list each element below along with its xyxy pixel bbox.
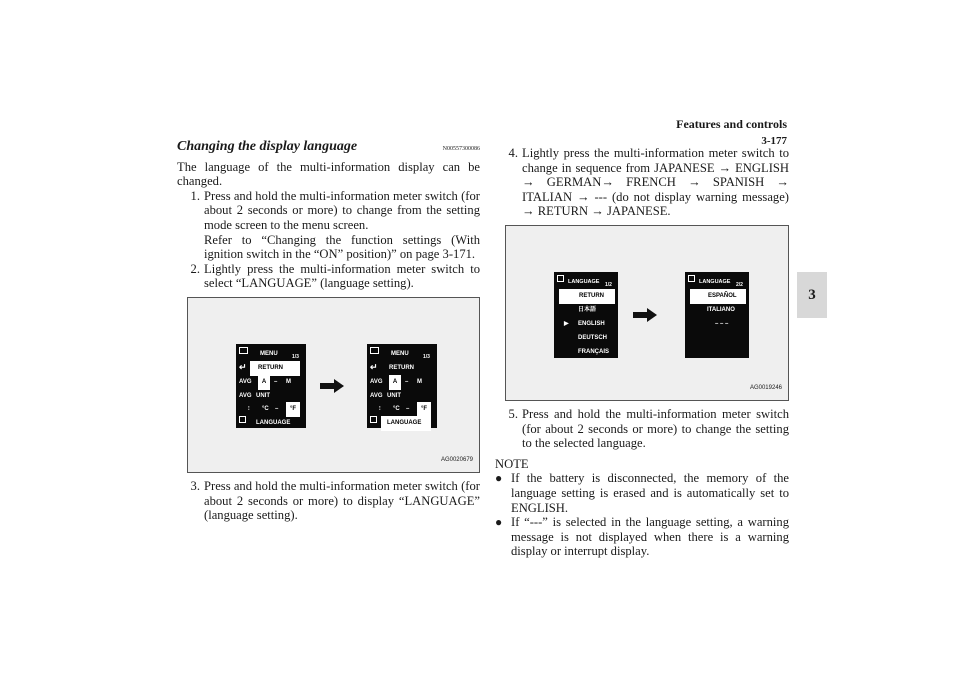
step-number: 3. [190,478,200,493]
menu-page: 1/3 [292,353,299,360]
thermometer-icon: ⫶ [248,405,250,412]
right-arrow-icon [633,308,657,322]
avg-label: AVG [239,378,252,385]
toolbox-icon [370,347,379,354]
step-number: 1. [190,188,200,203]
return-icon: ↵ [370,361,378,372]
bullet-icon: ● [495,471,503,486]
step-5 [495,407,789,451]
language-icon [688,275,695,282]
figure-code: AG0019246 [749,385,782,392]
celsius-label: °C [393,405,400,412]
note-bullet [495,515,789,559]
language-icon [239,416,246,423]
avg-label: AVG [370,392,383,399]
step-2 [177,262,480,291]
left-column [177,140,480,523]
note-text: If the battery is disconnected, the memory of the language setting is erased and is automatically set to ENGLISH. [511,471,789,515]
chapter-tab: 3 [797,272,827,318]
selected-pointer-icon: ▶ [564,320,569,327]
display-screen-menu-2: MENU 1/3 ↵ RETURN AVG A – M AVG UNIT ⫶ °C – °F LANGUAGE [367,344,437,428]
note-text: If “---” is selected in the language setting, a warning message is not displayed when there is a warning display or interrupt display. [511,515,789,559]
language-icon [370,416,377,423]
figure-menu-screens [187,297,480,473]
toolbox-icon [239,347,248,354]
italiano-label: ITALIANO [707,306,735,313]
step-number: 2. [190,261,200,276]
step-number: 5. [508,406,518,421]
page-number: 3-177 [761,135,787,147]
return-icon: ↵ [239,361,247,372]
fahrenheit-label: °F [286,402,300,417]
language-label: LANGUAGE [256,419,291,426]
unit-label: UNIT [256,392,270,399]
francais-label: FRANÇAIS [578,348,609,355]
intro-text: The language of the multi-information display can be changed. [177,159,480,189]
section-code: N00557300086 [442,146,480,152]
menu-title: MENU [391,350,409,357]
figure-language-screens [505,225,789,401]
language-icon [557,275,564,282]
menu-title: MENU [260,350,278,357]
right-column [495,146,789,559]
step-3 [177,479,480,523]
espanol-label: ESPAÑOL [690,289,746,304]
step-text: Lightly press the multi-information meter switch to select “LANGUAGE” (language setting). [204,261,480,291]
return-label: RETURN [250,361,300,376]
right-arrow-icon [320,379,344,393]
avg-label: AVG [239,392,252,399]
return-label: RETURN [389,364,414,371]
language-title: LANGUAGE [568,278,600,285]
english-label: ENGLISH [578,320,605,327]
step-number: 4. [508,146,518,160]
step-1 [177,189,480,262]
header-title: Features and controls [676,117,787,131]
japanese-label: 日本語 [578,305,597,313]
thermometer-icon: ⫶ [379,405,381,412]
step-4 [495,146,789,219]
return-label: RETURN [559,289,615,304]
avg-label: AVG [370,378,383,385]
deutsch-label: DEUTSCH [578,334,608,341]
celsius-label: °C [262,405,269,412]
avg-a-label: A [389,375,401,390]
unit-label: UNIT [387,392,401,399]
dashes-label: – – – [715,320,729,327]
display-screen-menu-1: MENU 1/3 ↵ RETURN AVG A – M AVG UNIT ⫶ °C – °F LANGUAGE [236,344,306,428]
language-page: 1/2 [605,281,612,288]
step-text: Lightly press the multi-information meter switch to change in sequence from JAPANESE → ENGLISH → GERMAN→ FRENCH → SPANISH → ITALIAN → --- (do not display warning message) → RETURN → JAPANESE. [522,146,789,219]
note-bullet [495,471,789,515]
step-text: Press and hold the multi-information meter switch (for about 2 seconds or more) to display “LANGUAGE” (language setting). [204,478,480,523]
step-text: Press and hold the multi-information meter switch (for about 2 seconds or more) to change the setting to the selected language. [522,406,789,451]
step-extra: Refer to “Changing the function settings (With ignition switch in the “ON” position)” on page 3-171. [204,232,480,262]
menu-page: 1/3 [423,353,430,360]
display-screen-language-1 [554,272,618,358]
avg-m-label: M [286,378,291,385]
bullet-icon: ● [495,515,503,530]
fahrenheit-label: °F [417,402,431,417]
avg-a-label: A [258,375,270,390]
figure-code: AG0020679 [440,457,473,464]
step-text: Press and hold the multi-information meter switch (for about 2 seconds or more) to change from the setting mode screen to the menu screen. [204,188,480,232]
language-label: LANGUAGE [381,416,431,431]
note-label: NOTE [495,456,529,471]
section-title: Changing the display language [177,139,358,154]
language-page: 2/2 [736,281,743,288]
avg-m-label: M [417,378,422,385]
section-heading [177,140,480,157]
language-title: LANGUAGE [699,278,731,285]
display-screen-language-2 [685,272,749,358]
